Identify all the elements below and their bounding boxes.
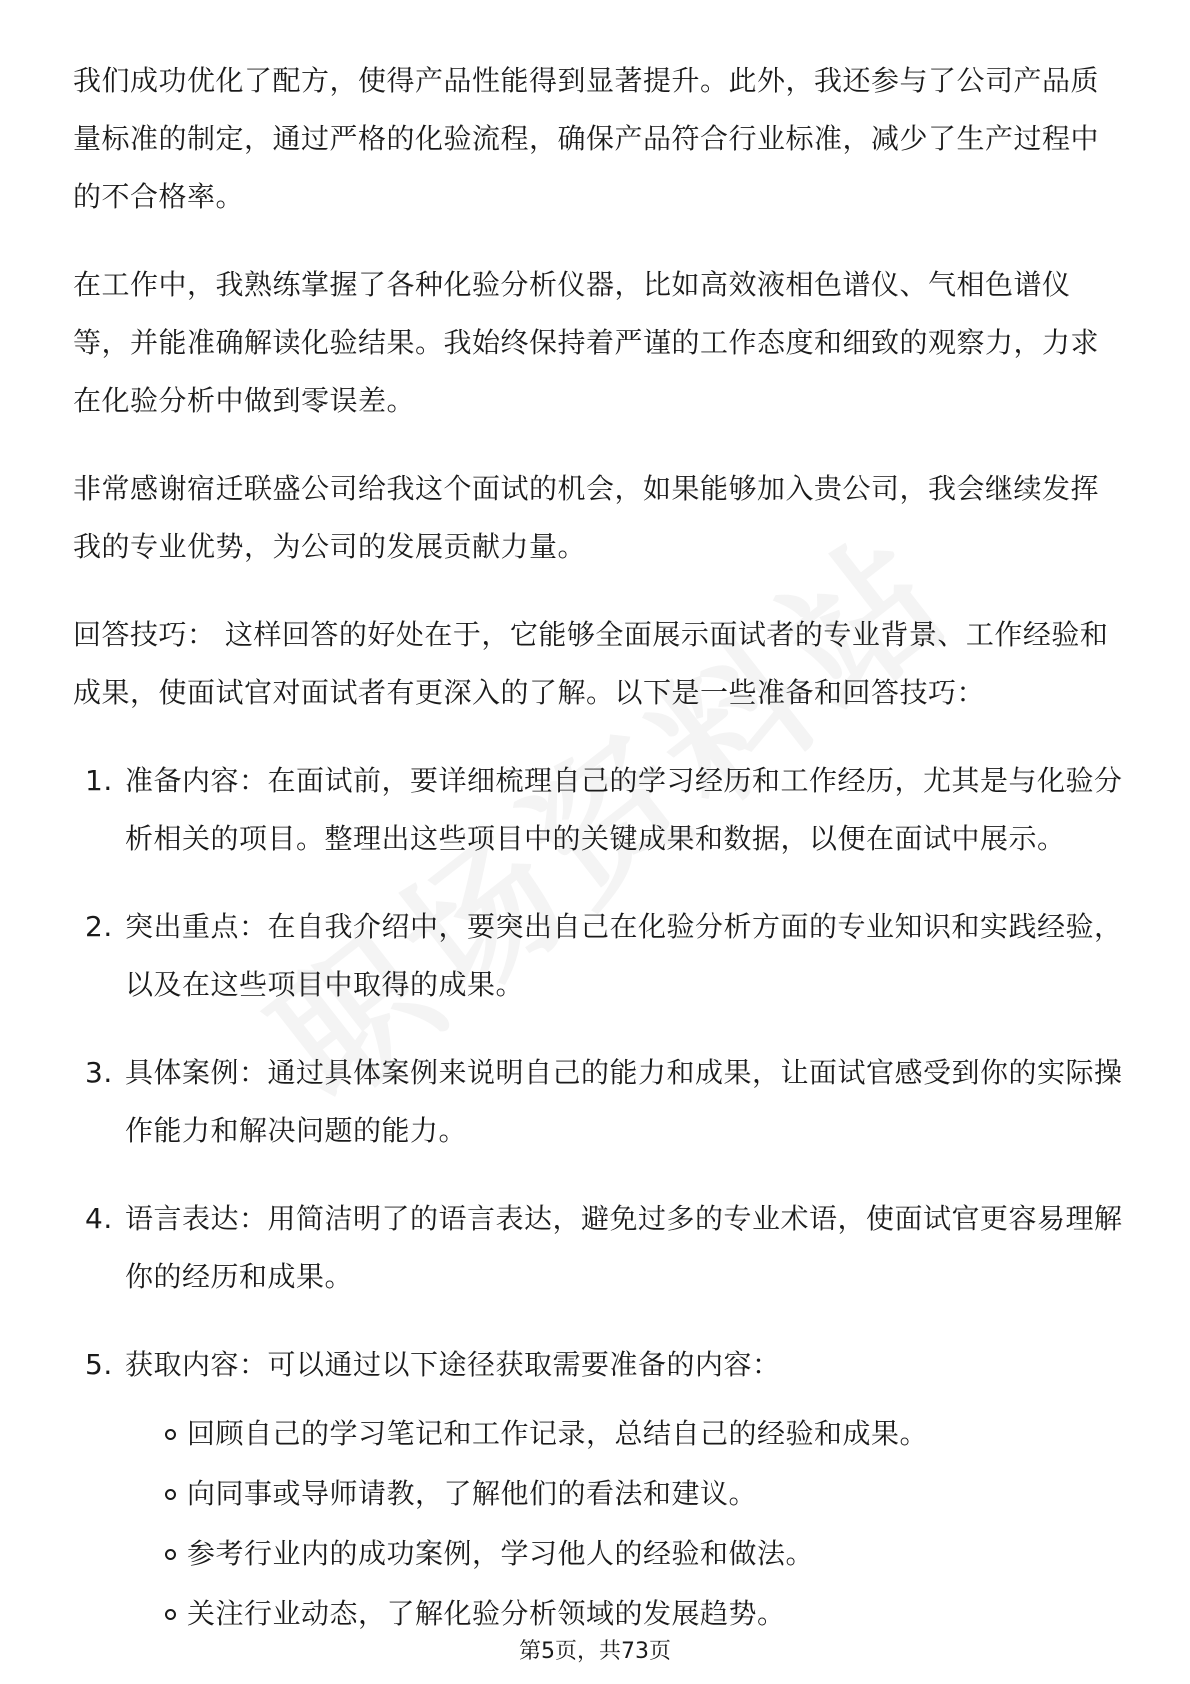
- list-item: [73, 1336, 1123, 1644]
- paragraph-skills: 在工作中，我熟练掌握了各种化验分析仪器，比如高效液相色谱仪、气相色谱仪等，并能准确解读化验结果。我始终保持着严谨的工作态度和细致的观察力，力求在化验分析中做到零误差。: [73, 268, 1100, 417]
- sub-list: [125, 1404, 1123, 1644]
- sub-list-item-text: 关注行业动态，了解化验分析领域的发展趋势。: [187, 1597, 786, 1630]
- list-marker: 5.: [85, 1348, 113, 1381]
- list-item: [73, 1044, 1123, 1160]
- list-marker: 1.: [85, 764, 113, 797]
- list-marker: 4.: [85, 1202, 113, 1235]
- list-item-text: 具体案例：通过具体案例来说明自己的能力和成果，让面试官感受到你的实际操作能力和解决问题的能力。: [125, 1056, 1123, 1147]
- circle-bullet-icon: [165, 1609, 176, 1620]
- list-marker: 2.: [85, 910, 113, 943]
- paragraph-results: 我们成功优化了配方，使得产品性能得到显著提升。此外，我还参与了公司产品质量标准的制定，通过严格的化验流程，确保产品符合行业标准，减少了生产过程中的不合格率。: [73, 64, 1100, 213]
- list-item: [73, 1190, 1123, 1306]
- circle-bullet-icon: [165, 1429, 176, 1440]
- sub-list-item: [165, 1524, 1123, 1584]
- paragraph-thanks: 非常感谢宿迁联盛公司给我这个面试的机会，如果能够加入贵公司，我会继续发挥我的专业优势，为公司的发展贡献力量。: [73, 472, 1100, 563]
- list-item-text: 准备内容：在面试前，要详细梳理自己的学习经历和工作经历，尤其是与化验分析相关的项目。整理出这些项目中的关键成果和数据，以便在面试中展示。: [125, 764, 1123, 855]
- list-item-text: 语言表达：用简洁明了的语言表达，避免过多的专业术语，使面试官更容易理解你的经历和成果。: [125, 1202, 1123, 1293]
- page-number: 第5页，共73页: [519, 1639, 671, 1664]
- sub-list-item-text: 回顾自己的学习笔记和工作记录，总结自己的经验和成果。: [187, 1417, 929, 1450]
- list-item-text: 获取内容：可以通过以下途径获取需要准备的内容：: [125, 1348, 781, 1381]
- circle-bullet-icon: [165, 1489, 176, 1500]
- list-item: [73, 752, 1123, 868]
- paragraph-tips-intro: 回答技巧： 这样回答的好处在于，它能够全面展示面试者的专业背景、工作经验和成果，使面试官对面试者有更深入的了解。以下是一些准备和回答技巧：: [73, 618, 1109, 709]
- sub-list-item-text: 向同事或导师请教，了解他们的看法和建议。: [187, 1477, 758, 1510]
- sub-list-item: [165, 1464, 1123, 1524]
- list-item: [73, 898, 1123, 1014]
- circle-bullet-icon: [165, 1549, 176, 1560]
- page-content: [73, 52, 1123, 1674]
- tips-list: [73, 752, 1123, 1644]
- sub-list-item-text: 参考行业内的成功案例，学习他人的经验和做法。: [187, 1537, 815, 1570]
- sub-list-item: [165, 1404, 1123, 1464]
- list-marker: 3.: [85, 1056, 113, 1089]
- list-item-text: 突出重点：在自我介绍中，要突出自己在化验分析方面的专业知识和实践经验，以及在这些项目中取得的成果。: [125, 910, 1123, 1001]
